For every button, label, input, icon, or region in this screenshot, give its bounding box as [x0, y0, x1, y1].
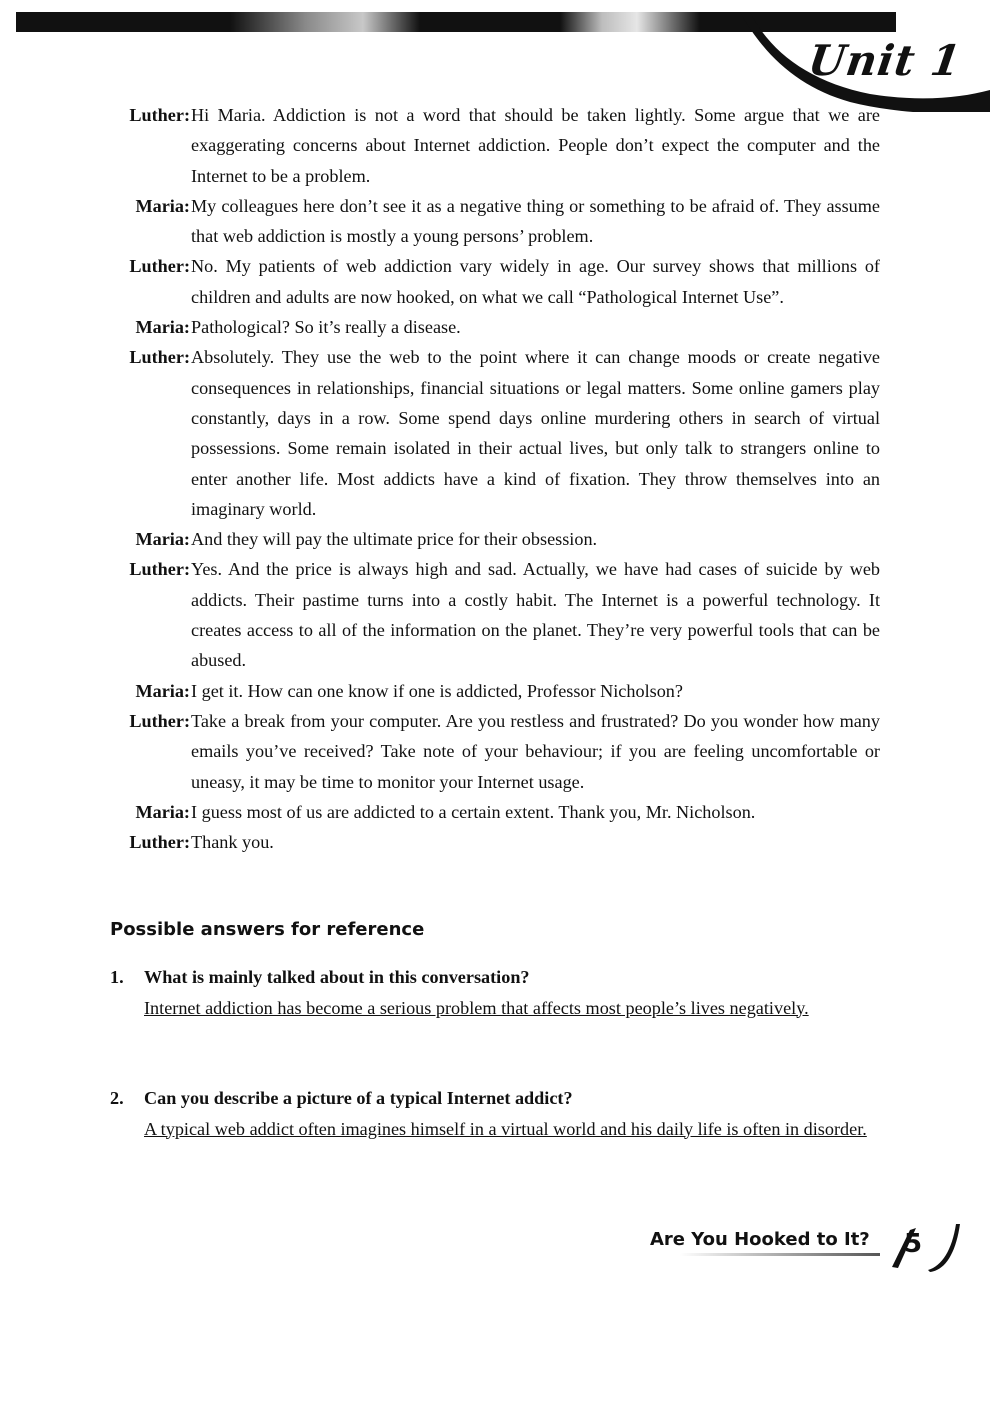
- dialogue-line: [100, 706, 880, 797]
- speaker-name: Maria:: [135, 317, 190, 338]
- utterance: No. My patients of web addiction vary widely in age. Our survey shows that millions of children and adults are now hooked, on what we call “Pathological Internet Use”.: [191, 256, 880, 307]
- speaker-name: Luther:: [129, 559, 190, 580]
- speaker-name: Maria:: [135, 801, 190, 822]
- dialogue-line: [100, 554, 880, 675]
- section-heading: Possible answers for reference: [110, 919, 425, 940]
- dialogue-line: [100, 524, 880, 554]
- speaker-name: Maria:: [135, 195, 190, 216]
- speaker-name: Luther:: [129, 710, 190, 731]
- question-text: Can you describe a picture of a typical Internet addict?: [144, 1088, 573, 1108]
- qa-item: [110, 962, 870, 1023]
- qa-item: [110, 1083, 870, 1144]
- header-bar-texture: [560, 12, 700, 32]
- speaker-name: Luther:: [129, 105, 190, 125]
- unit-label: Unit 1: [805, 36, 965, 85]
- header-bar-texture: [230, 12, 420, 32]
- footer-rule: [680, 1253, 880, 1256]
- speaker-name: Maria:: [135, 680, 190, 701]
- utterance: Absolutely. They use the web to the point where it can change moods or create negative consequences in relationships, financial situations or legal matters. Some online gamers play constantly, days in a row. Some spend days online murdering others in search of virtual possessions. Some remain isolated in their actual lives, but only talk to strangers online to enter another life. Most addicts have a kind of fixation. They throw themselves into an imaginary world.: [191, 347, 880, 519]
- question: [110, 962, 870, 993]
- question-number: 2.: [110, 1088, 124, 1108]
- speaker-name: Luther:: [129, 347, 190, 368]
- dialogue-line: [100, 251, 880, 312]
- speaker-name: Luther:: [129, 832, 190, 853]
- utterance: Hi Maria. Addiction is not a word that should be taken lightly. Some argue that we are exaggerating concerns about Internet addiction. People don’t expect the computer and the Internet to be a problem.: [191, 105, 880, 186]
- dialogue-line: [100, 312, 880, 342]
- question: [110, 1083, 870, 1114]
- dialogue-line: [100, 342, 880, 524]
- dialogue-line: [100, 676, 880, 706]
- dialogue-line: [100, 100, 880, 191]
- speaker-name: Maria:: [135, 529, 190, 550]
- dialogue-line: [100, 797, 880, 827]
- answer-text: A typical web addict often imagines himself in a virtual world and his daily life is often in disorder.: [144, 1118, 867, 1139]
- dialogue-line: [100, 827, 880, 857]
- utterance: My colleagues here don’t see it as a negative thing or something to be afraid of. They assume that web addiction is mostly a young persons’ problem.: [191, 195, 880, 247]
- footer-title: Are You Hooked to It?: [650, 1229, 870, 1250]
- question-number: 1.: [110, 967, 124, 987]
- speaker-name: Luther:: [129, 256, 190, 277]
- dialogue-line: [100, 191, 880, 252]
- utterance: Thank you.: [191, 832, 274, 853]
- utterance: I guess most of us are addicted to a certain extent. Thank you, Mr. Nicholson.: [191, 801, 756, 822]
- utterance: And they will pay the ultimate price for their obsession.: [191, 529, 598, 550]
- utterance: Pathological? So it’s really a disease.: [191, 317, 461, 338]
- utterance: I get it. How can one know if one is addicted, Professor Nicholson?: [191, 680, 683, 701]
- answer-text: Internet addiction has become a serious problem that affects most people’s lives negatively.: [144, 997, 809, 1018]
- utterance: Yes. And the price is always high and sad. Actually, we have had cases of suicide by web addicts. Their pastime turns into a costly habit. The Internet is a powerful technology. It creates access to all of the information on the planet. They’re very powerful tools that can be abused.: [191, 559, 880, 671]
- dialogue: [100, 100, 880, 857]
- utterance: Take a break from your computer. Are you restless and frustrated? Do you wonder how many emails you’ve received? Take note of your behaviour; if you are feeling uncomfortable or uneasy, it may be time to monitor your Internet usage.: [191, 710, 880, 792]
- page-number: 5: [904, 1229, 923, 1259]
- question-text: What is mainly talked about in this conversation?: [144, 967, 530, 987]
